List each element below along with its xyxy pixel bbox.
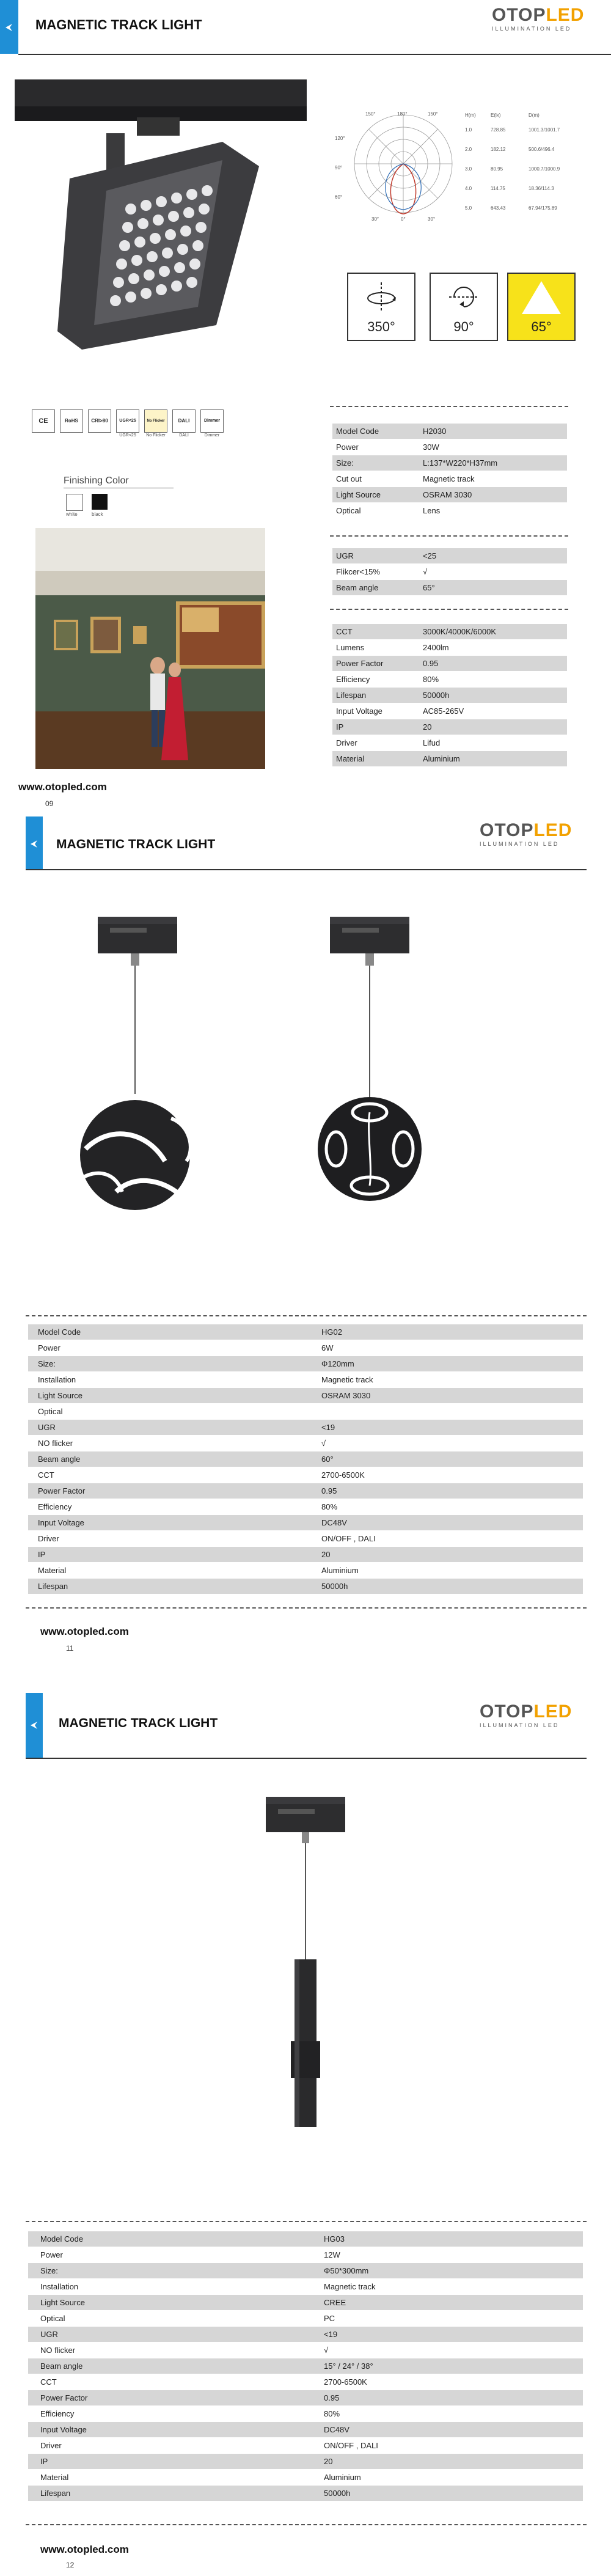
table-row bbox=[28, 2327, 583, 2343]
logo-subtitle: ILLUMINATION LED bbox=[492, 26, 572, 32]
website-link[interactable]: www.otopled.com bbox=[40, 1626, 129, 1637]
vertical-rotation-box bbox=[430, 273, 498, 341]
table-row bbox=[28, 1404, 583, 1420]
arrow-icon bbox=[4, 22, 15, 33]
spec-label: Input Voltage bbox=[28, 2422, 320, 2438]
table-row bbox=[332, 751, 567, 767]
spec-label: Driver bbox=[28, 1531, 318, 1547]
spec-dash-2 bbox=[330, 535, 568, 537]
badge-caption: DALI bbox=[179, 433, 189, 438]
spec-label: Size: bbox=[332, 455, 419, 471]
table-row bbox=[28, 1483, 583, 1499]
table-row bbox=[332, 640, 567, 656]
spec-label: Optical bbox=[28, 2311, 320, 2327]
table-row bbox=[28, 1451, 583, 1467]
spec-value: 80% bbox=[318, 1499, 583, 1515]
ce-mark-icon bbox=[32, 409, 55, 433]
arrow-icon bbox=[29, 1720, 40, 1731]
table-row bbox=[332, 424, 567, 439]
table-row bbox=[28, 1563, 583, 1579]
spec-value: 0.95 bbox=[318, 1483, 583, 1499]
table-row bbox=[332, 439, 567, 455]
table-row bbox=[28, 1579, 583, 1594]
table-row bbox=[28, 1388, 583, 1404]
spec-value: DC48V bbox=[320, 2422, 583, 2438]
finishing-color-title: Finishing Color bbox=[64, 475, 129, 486]
table-row bbox=[332, 703, 567, 719]
rohs-icon bbox=[60, 409, 83, 433]
polar-tick-side-3: 60° bbox=[335, 194, 343, 200]
arrow-icon bbox=[29, 838, 40, 849]
spec-label: Efficiency bbox=[28, 1499, 318, 1515]
spec-value: HG03 bbox=[320, 2231, 583, 2247]
illum-cell: 67.94/175.89 bbox=[529, 205, 557, 211]
spec-value: OSRAM 3030 bbox=[419, 487, 567, 503]
illum-cell: 3.0 bbox=[465, 166, 472, 172]
table-row bbox=[332, 487, 567, 503]
spec-dash-3 bbox=[330, 609, 568, 610]
illuminance-header-h: H(m) bbox=[465, 112, 476, 118]
polar-tick-bottom-right: 30° bbox=[428, 216, 436, 222]
illum-cell: 2.0 bbox=[465, 146, 472, 152]
spec-value: Aluminium bbox=[419, 751, 567, 767]
spec-label: Model Code bbox=[28, 1324, 318, 1340]
spec-label: UGR bbox=[28, 1420, 318, 1436]
spec-label: Power bbox=[332, 439, 419, 455]
page-number: 11 bbox=[66, 1644, 74, 1653]
spec-label: CCT bbox=[28, 1467, 318, 1483]
spec-value: √ bbox=[419, 564, 567, 580]
table-row bbox=[28, 2311, 583, 2327]
table-row bbox=[28, 2486, 583, 2501]
spec-label: Lifespan bbox=[28, 2486, 320, 2501]
swatch-white bbox=[66, 494, 83, 511]
spec-label: Light Source bbox=[332, 487, 419, 503]
spec-value: L:137*W220*H37mm bbox=[419, 455, 567, 471]
table-row bbox=[28, 2374, 583, 2390]
polar-tick-bottom-left: 30° bbox=[371, 216, 379, 222]
spec-dash-top bbox=[330, 406, 568, 407]
illum-cell: 1.0 bbox=[465, 127, 472, 133]
table-row bbox=[332, 624, 567, 640]
spec-value: √ bbox=[320, 2343, 583, 2358]
table-row bbox=[28, 2438, 583, 2454]
spec-dash-top bbox=[26, 2221, 587, 2222]
table-row bbox=[332, 455, 567, 471]
illum-cell: 1001.3/1001.7 bbox=[529, 127, 560, 133]
spec-label: Beam angle bbox=[28, 2358, 320, 2374]
table-row bbox=[28, 1340, 583, 1356]
table-row bbox=[28, 2390, 583, 2406]
spec-label: Lifespan bbox=[28, 1579, 318, 1594]
product-image-pendant-sphere-angled bbox=[61, 917, 244, 1235]
polar-tick-top-center: 180° bbox=[397, 111, 408, 117]
horizontal-rotation-box bbox=[347, 273, 415, 341]
table-row bbox=[28, 2279, 583, 2295]
spec-label: Input Voltage bbox=[332, 703, 419, 719]
table-row bbox=[28, 1499, 583, 1515]
spec-value: 2700-6500K bbox=[318, 1467, 583, 1483]
spec-value: 2700-6500K bbox=[320, 2374, 583, 2390]
beam-angle-value: 65° bbox=[531, 319, 552, 334]
spec-label: Efficiency bbox=[28, 2406, 320, 2422]
illum-cell: 5.0 bbox=[465, 205, 472, 211]
spec-table bbox=[28, 2231, 583, 2501]
illum-cell: 4.0 bbox=[465, 185, 472, 191]
spec-table-3 bbox=[332, 623, 567, 766]
badge-caption: Dimmer bbox=[204, 433, 220, 438]
spec-value: CREE bbox=[320, 2295, 583, 2311]
rotate-horizontal-value: 350° bbox=[367, 319, 395, 334]
table-row bbox=[28, 1324, 583, 1340]
table-row bbox=[28, 1515, 583, 1531]
spec-label: IP bbox=[28, 2454, 320, 2470]
table-row bbox=[332, 656, 567, 672]
spec-value: 20 bbox=[320, 2454, 583, 2470]
polar-tick-side-1: 120° bbox=[335, 136, 345, 141]
spec-label: Optical bbox=[28, 1404, 318, 1420]
illum-cell: 182.12 bbox=[491, 146, 506, 152]
table-row bbox=[28, 1547, 583, 1563]
spec-value: Φ120mm bbox=[318, 1356, 583, 1372]
spec-value: 65° bbox=[419, 580, 567, 596]
product-image-pendant-cylinder bbox=[257, 1797, 354, 2139]
illuminance-header-d: D(m) bbox=[529, 112, 540, 118]
page-2 bbox=[0, 813, 611, 1693]
spec-label: Driver bbox=[332, 735, 419, 751]
logo-subtitle: ILLUMINATION LED bbox=[480, 841, 560, 847]
page-3 bbox=[0, 1693, 611, 2576]
spec-value: Aluminium bbox=[318, 1563, 583, 1579]
spec-label: Model Code bbox=[28, 2231, 320, 2247]
spec-label: Beam angle bbox=[28, 1451, 318, 1467]
rotate-horizontal-icon bbox=[364, 280, 398, 314]
table-row bbox=[28, 2406, 583, 2422]
illum-cell: 1000.7/1000.9 bbox=[529, 166, 560, 172]
brand-logo bbox=[480, 1701, 571, 1732]
table-row bbox=[28, 2358, 583, 2374]
spec-value: OSRAM 3030 bbox=[318, 1388, 583, 1404]
beam-angle-box bbox=[507, 273, 576, 341]
page-number: 12 bbox=[66, 2561, 75, 2569]
illum-cell: 80.95 bbox=[491, 166, 503, 172]
badge-label: DALI bbox=[178, 418, 190, 424]
rotate-vertical-value: 90° bbox=[453, 319, 474, 334]
table-row bbox=[28, 2454, 583, 2470]
badge-label: No Flicker bbox=[147, 419, 165, 423]
brand-logo bbox=[480, 820, 571, 851]
polar-tick-top-right: 150° bbox=[428, 111, 438, 117]
table-row bbox=[28, 1531, 583, 1547]
spec-label: Size: bbox=[28, 2263, 320, 2279]
spec-label: IP bbox=[332, 719, 419, 735]
table-row bbox=[28, 2343, 583, 2358]
illum-cell: 643.43 bbox=[491, 205, 506, 211]
spec-label: Power bbox=[28, 1340, 318, 1356]
spec-label: Model Code bbox=[332, 424, 419, 439]
header-rule bbox=[26, 1758, 587, 1759]
spec-value: 80% bbox=[320, 2406, 583, 2422]
spec-value: 50000h bbox=[320, 2486, 583, 2501]
header-rule bbox=[18, 54, 611, 55]
page-title: MAGNETIC TRACK LIGHT bbox=[59, 1716, 218, 1730]
page-number: 09 bbox=[45, 799, 54, 808]
dali-icon bbox=[172, 409, 196, 438]
table-row bbox=[28, 2247, 583, 2263]
spec-value: 50000h bbox=[318, 1579, 583, 1594]
spec-value: 12W bbox=[320, 2247, 583, 2263]
illum-cell: 728.85 bbox=[491, 127, 506, 133]
table-row bbox=[332, 471, 567, 487]
logo-text-b: LED bbox=[546, 5, 585, 25]
spec-value: Φ50*300mm bbox=[320, 2263, 583, 2279]
spec-value: 50000h bbox=[419, 688, 567, 703]
spec-value: 30W bbox=[419, 439, 567, 455]
badge-caption: UGR<25 bbox=[119, 433, 136, 438]
spec-value: PC bbox=[320, 2311, 583, 2327]
product-image-track-spotlight bbox=[15, 75, 308, 350]
table-row bbox=[28, 2470, 583, 2486]
spec-value: 60° bbox=[318, 1451, 583, 1467]
spec-label: Material bbox=[28, 1563, 318, 1579]
table-row bbox=[332, 735, 567, 751]
spec-label: UGR bbox=[332, 548, 419, 564]
polar-light-distribution-diagram bbox=[342, 109, 464, 219]
illuminance-header-e: E(lx) bbox=[491, 112, 501, 118]
badge-label: RoHS bbox=[65, 418, 78, 424]
table-row bbox=[28, 2295, 583, 2311]
swatch-white-label: white bbox=[66, 512, 78, 517]
spec-value: <25 bbox=[419, 548, 567, 564]
spec-dash-bottom bbox=[26, 1607, 587, 1609]
logo-text-a: OTOP bbox=[480, 1701, 534, 1722]
spec-value: <19 bbox=[318, 1420, 583, 1436]
spec-table bbox=[28, 1324, 583, 1594]
spec-label: Efficiency bbox=[332, 672, 419, 688]
spec-value: AC85-265V bbox=[419, 703, 567, 719]
table-row bbox=[28, 1467, 583, 1483]
spec-label: UGR bbox=[28, 2327, 320, 2343]
spec-label: Optical bbox=[332, 503, 419, 519]
badge-label: CRI>80 bbox=[91, 418, 108, 424]
table-row bbox=[332, 672, 567, 688]
polar-tick-side-2: 90° bbox=[335, 165, 343, 171]
logo-text-a: OTOP bbox=[492, 5, 546, 25]
header-rule bbox=[26, 869, 587, 870]
spec-label: Power Factor bbox=[28, 2390, 320, 2406]
spec-label: Power Factor bbox=[332, 656, 419, 672]
no-flicker-icon bbox=[144, 409, 167, 438]
spec-label: Flikcer<15% bbox=[332, 564, 419, 580]
spec-value: √ bbox=[318, 1436, 583, 1451]
table-row bbox=[332, 503, 567, 519]
table-row bbox=[28, 1436, 583, 1451]
product-image-pendant-sphere-front bbox=[293, 917, 452, 1235]
spec-label: IP bbox=[28, 1547, 318, 1563]
spec-value: 20 bbox=[318, 1547, 583, 1563]
spec-label: Beam angle bbox=[332, 580, 419, 596]
table-row bbox=[28, 1420, 583, 1436]
spec-label: Power Factor bbox=[28, 1483, 318, 1499]
spec-label: Installation bbox=[28, 1372, 318, 1388]
spec-label: Driver bbox=[28, 2438, 320, 2454]
spec-value: ON/OFF , DALI bbox=[318, 1531, 583, 1547]
spec-value: 6W bbox=[318, 1340, 583, 1356]
website-link[interactable]: www.otopled.com bbox=[40, 2544, 129, 2555]
spec-label: Cut out bbox=[332, 471, 419, 487]
spec-value: Aluminium bbox=[320, 2470, 583, 2486]
spec-label: Material bbox=[332, 751, 419, 767]
brand-logo bbox=[492, 5, 584, 35]
table-row bbox=[28, 2263, 583, 2279]
spec-value: Lifud bbox=[419, 735, 567, 751]
spec-label: NO flicker bbox=[28, 1436, 318, 1451]
gallery-application-photo bbox=[35, 528, 265, 769]
spec-value: 15° / 24° / 38° bbox=[320, 2358, 583, 2374]
illum-cell: 500.6/496.4 bbox=[529, 146, 555, 152]
spec-value: 80% bbox=[419, 672, 567, 688]
spec-value bbox=[318, 1404, 583, 1420]
logo-text-b: LED bbox=[533, 820, 573, 840]
badge-label: UGR<25 bbox=[119, 419, 136, 423]
spec-value: ON/OFF , DALI bbox=[320, 2438, 583, 2454]
spec-value: 20 bbox=[419, 719, 567, 735]
spec-label: Installation bbox=[28, 2279, 320, 2295]
table-row bbox=[332, 548, 567, 564]
table-row bbox=[332, 719, 567, 735]
swatch-black-label: black bbox=[92, 512, 103, 517]
logo-text-a: OTOP bbox=[480, 820, 534, 840]
spec-value: 0.95 bbox=[419, 656, 567, 672]
illum-cell: 18.36/114.3 bbox=[529, 185, 554, 191]
page-1 bbox=[0, 0, 611, 813]
spec-table-2 bbox=[332, 548, 567, 595]
badge-label: Dimmer bbox=[203, 419, 221, 423]
spec-label: NO flicker bbox=[28, 2343, 320, 2358]
table-row bbox=[332, 580, 567, 596]
spec-value: HG02 bbox=[318, 1324, 583, 1340]
spec-value: Magnetic track bbox=[320, 2279, 583, 2295]
rotate-vertical-icon bbox=[447, 280, 481, 314]
spec-dash-bottom bbox=[26, 2524, 587, 2525]
spec-label: Light Source bbox=[28, 2295, 320, 2311]
spec-label: CCT bbox=[28, 2374, 320, 2390]
website-link[interactable]: www.otopled.com bbox=[18, 781, 107, 793]
polar-tick-top-left: 150° bbox=[365, 111, 376, 117]
spec-label: Size: bbox=[28, 1356, 318, 1372]
swatch-black bbox=[92, 494, 108, 510]
illuminance-table bbox=[464, 110, 578, 218]
spec-value: 2400lm bbox=[419, 640, 567, 656]
spec-value: Magnetic track bbox=[318, 1372, 583, 1388]
table-row bbox=[332, 564, 567, 580]
spec-label: Input Voltage bbox=[28, 1515, 318, 1531]
page-title: MAGNETIC TRACK LIGHT bbox=[56, 837, 216, 851]
page-title: MAGNETIC TRACK LIGHT bbox=[35, 17, 202, 32]
table-row bbox=[28, 1356, 583, 1372]
ugr-icon bbox=[116, 409, 139, 438]
badge-caption: No Flicker bbox=[146, 433, 166, 438]
spec-label: Lifespan bbox=[332, 688, 419, 703]
table-row bbox=[28, 2231, 583, 2247]
illum-cell: 114.75 bbox=[491, 185, 505, 191]
spec-value: 3000K/4000K/6000K bbox=[419, 624, 567, 640]
polar-tick-bottom-center: 0° bbox=[401, 216, 406, 222]
spec-value: DC48V bbox=[318, 1515, 583, 1531]
table-row bbox=[332, 688, 567, 703]
spec-label: Material bbox=[28, 2470, 320, 2486]
spec-label: CCT bbox=[332, 624, 419, 640]
table-row bbox=[28, 1372, 583, 1388]
spec-value: Magnetic track bbox=[419, 471, 567, 487]
spec-value: Lens bbox=[419, 503, 567, 519]
table-row bbox=[28, 2422, 583, 2438]
spec-value: 0.95 bbox=[320, 2390, 583, 2406]
logo-text-b: LED bbox=[533, 1701, 573, 1722]
spec-dash-top bbox=[26, 1315, 587, 1316]
spec-table-1 bbox=[332, 423, 567, 518]
cri-icon bbox=[88, 409, 111, 433]
spec-value: <19 bbox=[320, 2327, 583, 2343]
spec-value: H2030 bbox=[419, 424, 567, 439]
logo-subtitle: ILLUMINATION LED bbox=[480, 1722, 560, 1728]
spec-label: Power bbox=[28, 2247, 320, 2263]
spec-label: Light Source bbox=[28, 1388, 318, 1404]
dimmer-icon bbox=[200, 409, 224, 438]
spec-label: Lumens bbox=[332, 640, 419, 656]
beam-angle-icon bbox=[517, 277, 566, 317]
badge-label: CE bbox=[38, 417, 48, 425]
